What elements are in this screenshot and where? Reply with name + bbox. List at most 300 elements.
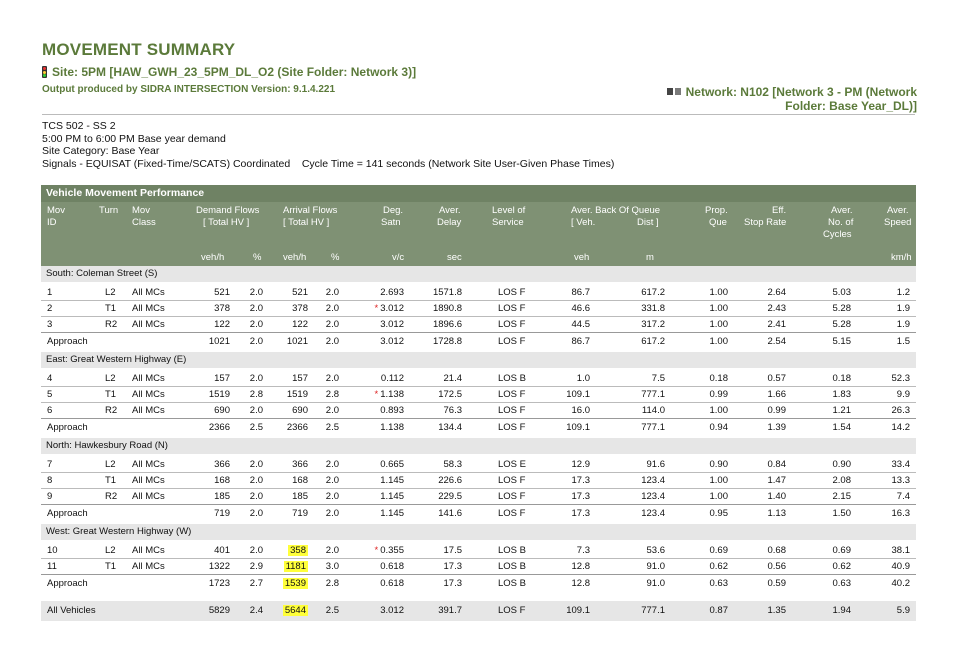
cell-demand-total: 5829 — [208, 605, 230, 616]
cell-speed: 52.3 — [891, 373, 910, 384]
cell-queue-veh: 44.5 — [571, 319, 590, 330]
meta-line: 5:00 PM to 6:00 PM Base year demand — [42, 132, 226, 145]
cell-demand-hv: 2.0 — [249, 287, 263, 298]
cell-cycles: 1.54 — [832, 422, 851, 433]
cell-turn: T1 — [105, 303, 117, 314]
cell-mov-class: All MCs — [132, 373, 165, 384]
cell-stop-rate: 1.13 — [767, 508, 786, 519]
cell-delay: 226.6 — [438, 475, 462, 486]
cell-los: LOS F — [498, 336, 526, 347]
section-header: North: Hawkesbury Road (N) — [41, 438, 916, 454]
cell-demand-total: 157 — [214, 373, 230, 384]
cell-deg-satn: 0.112 — [380, 373, 404, 384]
cell-arrival-total: 168 — [292, 475, 308, 486]
cell-prop-que: 0.99 — [709, 389, 728, 400]
hdr-speed: Speed — [884, 217, 912, 228]
critical-marker: * — [374, 545, 379, 556]
cell-arrival-hv: 2.0 — [325, 303, 339, 314]
cell-cycles: 1.83 — [832, 389, 851, 400]
cell-stop-rate: 0.57 — [767, 373, 786, 384]
cell-arrival-total — [283, 578, 308, 589]
hdr-turn: Turn — [99, 205, 119, 216]
cell-delay: 1890.8 — [432, 303, 462, 314]
cell-queue-dist: 777.1 — [641, 605, 665, 616]
cell-delay: 21.4 — [443, 373, 462, 384]
cell-mov-class: All MCs — [132, 561, 165, 572]
cell-cycles: 0.69 — [832, 545, 851, 556]
cell-arrival-hv: 3.0 — [325, 561, 339, 572]
cell-mov-id: 3 — [47, 319, 53, 330]
cell-delay: 172.5 — [438, 389, 462, 400]
cell-mov-id: 2 — [47, 303, 53, 314]
cell-mov-id: 4 — [47, 373, 53, 384]
cell-mov-class: All MCs — [132, 475, 165, 486]
cell-arrival-total: 719 — [292, 508, 308, 519]
unit-queue-dist: m — [646, 252, 654, 263]
cell-delay: 134.4 — [438, 422, 462, 433]
cell-stop-rate: 0.56 — [767, 561, 786, 572]
cell-queue-dist: 123.4 — [641, 508, 665, 519]
cell-prop-que: 0.87 — [709, 605, 728, 616]
cell-cycles: 1.21 — [832, 405, 851, 416]
cell-turn: L2 — [105, 373, 116, 384]
movement-table — [41, 185, 916, 621]
unit-demand-total: veh/h — [201, 252, 225, 263]
cell-deg-satn: * 0.355 — [374, 545, 404, 556]
cell-stop-rate: 2.54 — [767, 336, 786, 347]
report-title: MOVEMENT SUMMARY — [42, 40, 236, 59]
cell-demand-hv: 2.8 — [249, 389, 263, 400]
cell-delay: 229.5 — [438, 491, 462, 502]
cell-mov-id: 10 — [47, 545, 58, 556]
cell-demand-total: 1723 — [208, 578, 230, 589]
cell-speed: 9.9 — [896, 389, 910, 400]
cell-demand-hv: 2.0 — [249, 303, 263, 314]
cell-los: LOS F — [498, 605, 526, 616]
cell-delay: 141.6 — [438, 508, 462, 519]
cell-mov-id: 9 — [47, 491, 53, 502]
cell-mov-id: 8 — [47, 475, 53, 486]
cell-demand-hv: 2.7 — [249, 578, 263, 589]
table-row — [41, 559, 916, 574]
table-row — [41, 317, 916, 332]
network-line1: Network: N102 [Network 3 - PM (Network — [685, 85, 917, 99]
cell-queue-veh: 109.1 — [566, 422, 590, 433]
cell-speed: 1.5 — [896, 336, 910, 347]
cell-speed: 13.3 — [891, 475, 910, 486]
cell-queue-veh: 12.8 — [571, 561, 590, 572]
cell-los: LOS B — [498, 373, 526, 384]
cell-mov-class: All MCs — [132, 459, 165, 470]
cell-los: LOS F — [498, 389, 526, 400]
meta-line: Signals - EQUISAT (Fixed-Time/SCATS) Coordinated Cycle Time = 141 seconds (Network Site User-Given Phase Times) — [42, 157, 615, 170]
cell-queue-dist: 123.4 — [641, 475, 665, 486]
hdr-eff: Eff. — [772, 205, 787, 216]
cell-demand-hv: 2.9 — [249, 561, 263, 572]
cell-turn: L2 — [105, 545, 116, 556]
cell-queue-dist: 617.2 — [641, 336, 665, 347]
cell-queue-dist: 777.1 — [641, 422, 665, 433]
cell-turn: T1 — [105, 475, 117, 486]
table-row — [41, 301, 916, 317]
cell-demand-total: 122 — [214, 319, 230, 330]
cell-turn: R2 — [105, 405, 118, 416]
cell-los: LOS F — [498, 319, 526, 330]
cell-prop-que: 0.90 — [709, 459, 728, 470]
cell-arrival-hv: 2.0 — [325, 491, 339, 502]
network-line2: Folder: Base Year_DL)] — [785, 99, 917, 113]
cell-cycles: 5.28 — [832, 303, 851, 314]
site-label: Site: 5PM [HAW_GWH_23_5PM_DL_O2 (Site Folder: Network 3)] — [52, 65, 417, 79]
cell-demand-hv: 2.0 — [249, 405, 263, 416]
cell-delay: 17.3 — [443, 561, 462, 572]
highlighted-value: 1181 — [285, 561, 306, 572]
cell-deg-satn: 1.145 — [380, 491, 404, 502]
cell-prop-que: 0.94 — [709, 422, 728, 433]
section-header: East: Great Western Highway (E) — [41, 352, 916, 368]
cell-arrival-total: 157 — [292, 373, 308, 384]
unit-queue-veh: veh — [574, 252, 590, 263]
cell-arrival-hv: 2.0 — [325, 287, 339, 298]
cell-arrival-hv: 2.0 — [325, 475, 339, 486]
cell-queue-veh: 109.1 — [566, 389, 590, 400]
hdr-queue: Aver. Back Of Queue — [571, 205, 661, 216]
cell-prop-que: 1.00 — [709, 491, 728, 502]
cell-stop-rate: 0.59 — [767, 578, 786, 589]
cell-delay: 391.7 — [438, 605, 462, 616]
hdr-arrival-sub: [ Total HV ] — [283, 217, 330, 228]
cell-speed: 14.2 — [891, 422, 910, 433]
cell-arrival-hv: 2.0 — [325, 373, 339, 384]
cell-arrival-total: 1519 — [286, 389, 308, 400]
cell-prop-que: 0.95 — [709, 508, 728, 519]
cell-prop-que: 1.00 — [709, 475, 728, 486]
cell-arrival-total: 366 — [292, 459, 308, 470]
cell-mov-id: 7 — [47, 459, 53, 470]
cell-mov-class: All MCs — [132, 405, 165, 416]
cell-stop-rate: 1.35 — [767, 605, 786, 616]
cell-deg-satn: * 1.138 — [374, 389, 404, 400]
cell-demand-total: 1519 — [208, 389, 230, 400]
cell-cycles: 5.03 — [832, 287, 851, 298]
unit-speed: km/h — [891, 252, 912, 263]
cell-deg-satn: 1.145 — [380, 475, 404, 486]
hdr-delay: Delay — [437, 217, 462, 228]
cell-mov-class: All MCs — [132, 389, 165, 400]
cell-cycles: 0.18 — [832, 373, 851, 384]
unit-demand-hv: % — [253, 252, 262, 263]
hdr-demand-sub: [ Total HV ] — [203, 217, 250, 228]
cell-speed: 1.2 — [896, 287, 910, 298]
hdr-satn: Satn — [381, 217, 401, 228]
cell-stop-rate: 2.43 — [767, 303, 786, 314]
cell-arrival-total: 378 — [292, 303, 308, 314]
cell-cycles: 0.63 — [832, 578, 851, 589]
cell-demand-hv: 2.0 — [249, 459, 263, 470]
cell-arrival-total — [284, 561, 308, 572]
table-row — [41, 285, 916, 301]
highlighted-value: 358 — [290, 545, 306, 556]
hdr-class: Class — [132, 217, 156, 228]
hdr-queue-veh: [ Veh. — [571, 217, 596, 228]
table-body — [41, 266, 916, 621]
cell-arrival-total: 2366 — [286, 422, 308, 433]
cell-arrival-total — [283, 605, 308, 616]
cell-stop-rate: 2.41 — [767, 319, 786, 330]
cell-queue-veh: 12.8 — [571, 578, 590, 589]
hdr-service: Service — [492, 217, 524, 228]
cell-deg-satn: * 3.012 — [374, 303, 404, 314]
cell-queue-veh: 46.6 — [571, 303, 590, 314]
cell-demand-hv: 2.0 — [249, 373, 263, 384]
cell-prop-que: 0.69 — [709, 545, 728, 556]
hdr-que: Que — [709, 217, 727, 228]
critical-marker: * — [374, 303, 379, 314]
cell-deg-satn: 3.012 — [380, 605, 404, 616]
cell-los: LOS F — [498, 303, 526, 314]
cell-queue-dist: 317.2 — [641, 319, 665, 330]
cell-los: LOS F — [498, 287, 526, 298]
cell-queue-veh: 109.1 — [566, 605, 590, 616]
cell-mov-id: 5 — [47, 389, 53, 400]
cell-delay: 1896.6 — [432, 319, 462, 330]
cell-prop-que: 1.00 — [709, 336, 728, 347]
cell-delay: 1571.8 — [432, 287, 462, 298]
critical-marker: * — [374, 389, 379, 400]
cell-arrival-total: 521 — [292, 287, 308, 298]
table-row — [41, 371, 916, 387]
cell-queue-dist: 123.4 — [641, 491, 665, 502]
cell-stop-rate: 1.47 — [767, 475, 786, 486]
cell-demand-total: 521 — [214, 287, 230, 298]
cell-arrival-total — [288, 545, 308, 556]
hdr-los: Level of — [492, 205, 526, 216]
cell-arrival-hv: 2.8 — [325, 389, 339, 400]
cell-turn: R2 — [105, 491, 118, 502]
cell-mov-id: Approach — [47, 578, 88, 589]
cell-deg-satn: 1.145 — [380, 508, 404, 519]
table-row — [41, 457, 916, 473]
cell-turn: T1 — [105, 561, 117, 572]
cell-stop-rate: 0.68 — [767, 545, 786, 556]
cell-los: LOS B — [498, 561, 526, 572]
cell-demand-total: 185 — [214, 491, 230, 502]
approach-row — [41, 418, 916, 437]
cell-los: LOS F — [498, 422, 526, 433]
cell-demand-hv: 2.0 — [249, 336, 263, 347]
cell-queue-dist: 53.6 — [646, 545, 665, 556]
unit-satn: v/c — [392, 252, 405, 263]
cell-cycles: 5.28 — [832, 319, 851, 330]
cell-los: LOS F — [498, 508, 526, 519]
hdr-id: ID — [47, 217, 57, 228]
unit-arrival-total: veh/h — [283, 252, 307, 263]
cell-arrival-hv: 2.5 — [325, 422, 339, 433]
cell-mov-class: All MCs — [132, 545, 165, 556]
cell-deg-satn: 0.618 — [380, 561, 404, 572]
hdr-deg: Deg. — [383, 205, 404, 216]
cell-los: LOS E — [498, 459, 526, 470]
cell-mov-id: 11 — [47, 561, 57, 572]
cell-los: LOS F — [498, 491, 526, 502]
cell-arrival-total: 690 — [292, 405, 308, 416]
meta-line: TCS 502 - SS 2 — [42, 120, 116, 132]
cell-queue-dist: 331.8 — [641, 303, 665, 314]
hdr-queue-dist: Dist ] — [637, 217, 659, 228]
cell-demand-hv: 2.0 — [249, 475, 263, 486]
table-row — [41, 403, 916, 418]
cell-cycles: 2.15 — [832, 491, 851, 502]
cell-queue-veh: 17.3 — [571, 491, 590, 502]
cell-queue-dist: 91.6 — [646, 459, 665, 470]
cell-demand-total: 1322 — [208, 561, 230, 572]
cell-los: LOS F — [498, 405, 526, 416]
cell-queue-dist: 91.0 — [646, 578, 665, 589]
cell-queue-veh: 86.7 — [571, 336, 590, 347]
cell-stop-rate: 1.39 — [767, 422, 786, 433]
unit-arrival-hv: % — [331, 252, 340, 263]
cell-speed: 38.1 — [891, 545, 910, 556]
cell-mov-id: 1 — [47, 287, 53, 298]
cell-stop-rate: 0.99 — [767, 405, 786, 416]
hdr-mov2: Mov — [132, 205, 150, 216]
cell-cycles: 0.62 — [832, 561, 851, 572]
cell-prop-que: 1.00 — [709, 287, 728, 298]
cell-prop-que: 1.00 — [709, 319, 728, 330]
cell-turn: T1 — [105, 389, 117, 400]
cell-stop-rate: 0.84 — [767, 459, 786, 470]
hdr-demand: Demand Flows — [196, 205, 260, 216]
cell-mov-class: All MCs — [132, 287, 165, 298]
cell-deg-satn: 2.693 — [380, 287, 404, 298]
cell-speed: 7.4 — [896, 491, 910, 502]
cell-arrival-hv: 2.0 — [325, 508, 339, 519]
cell-demand-total: 366 — [214, 459, 230, 470]
cell-queue-dist: 777.1 — [641, 389, 665, 400]
approach-row — [41, 574, 916, 593]
cell-deg-satn: 0.618 — [380, 578, 404, 589]
cell-speed: 5.9 — [896, 605, 910, 616]
hdr-stoprate: Stop Rate — [744, 217, 787, 228]
cell-demand-hv: 2.0 — [249, 545, 263, 556]
cell-delay: 17.3 — [443, 578, 462, 589]
cell-arrival-hv: 2.0 — [325, 336, 339, 347]
hdr-cycles-aver: Aver. — [831, 205, 853, 216]
produced-by: Output produced by SIDRA INTERSECTION Version: 9.1.4.221 — [42, 84, 336, 95]
cell-deg-satn: 0.893 — [380, 405, 404, 416]
divider — [42, 114, 915, 115]
cell-queue-veh: 17.3 — [571, 508, 590, 519]
cell-turn: L2 — [105, 459, 116, 470]
cell-arrival-hv: 2.0 — [325, 545, 339, 556]
cell-los: LOS B — [498, 545, 526, 556]
cell-demand-hv: 2.0 — [249, 319, 263, 330]
section-header: South: Coleman Street (S) — [41, 266, 916, 282]
cell-arrival-total: 122 — [292, 319, 308, 330]
cell-los: LOS F — [498, 475, 526, 486]
hdr-arrival: Arrival Flows — [283, 205, 338, 216]
hdr-prop: Prop. — [705, 205, 728, 216]
network-icon — [667, 88, 681, 95]
table-row — [41, 489, 916, 504]
cell-prop-que: 1.00 — [709, 303, 728, 314]
cell-cycles: 1.94 — [832, 605, 851, 616]
cell-demand-hv: 2.0 — [249, 508, 263, 519]
hdr-speed-aver: Aver. — [887, 205, 909, 216]
cell-deg-satn: 1.138 — [380, 422, 404, 433]
cell-queue-veh: 1.0 — [576, 373, 590, 384]
cell-arrival-hv: 2.5 — [325, 605, 339, 616]
cell-demand-total: 378 — [214, 303, 230, 314]
cell-cycles: 1.50 — [832, 508, 851, 519]
table-row — [41, 473, 916, 489]
section-header: West: Great Western Highway (W) — [41, 524, 916, 540]
hdr-mov: Mov — [47, 205, 65, 216]
cell-turn: R2 — [105, 319, 118, 330]
cell-demand-total: 719 — [214, 508, 230, 519]
cell-demand-total: 690 — [214, 405, 230, 416]
network-label — [667, 85, 917, 113]
cell-delay: 1728.8 — [432, 336, 462, 347]
cell-queue-dist: 114.0 — [641, 405, 665, 416]
cell-speed: 33.4 — [891, 459, 910, 470]
cell-arrival-total: 185 — [292, 491, 308, 502]
hdr-cycles-no: No. of — [828, 217, 854, 228]
meta-line: Site Category: Base Year — [42, 145, 160, 157]
meta-block — [42, 120, 614, 170]
cell-delay: 58.3 — [443, 459, 462, 470]
cell-prop-que: 0.62 — [709, 561, 728, 572]
highlighted-value: 5644 — [284, 605, 306, 616]
cell-demand-total: 401 — [214, 545, 230, 556]
approach-row — [41, 332, 916, 351]
cell-arrival-hv: 2.0 — [325, 319, 339, 330]
cell-arrival-hv: 2.0 — [325, 405, 339, 416]
cell-stop-rate: 1.40 — [767, 491, 786, 502]
cell-cycles: 0.90 — [832, 459, 851, 470]
cell-speed: 26.3 — [891, 405, 910, 416]
cell-queue-dist: 7.5 — [651, 373, 665, 384]
table-row — [41, 387, 916, 403]
cell-speed: 16.3 — [891, 508, 910, 519]
cell-demand-hv: 2.5 — [249, 422, 263, 433]
cell-queue-veh: 7.3 — [576, 545, 590, 556]
cell-demand-total: 1021 — [208, 336, 230, 347]
cell-deg-satn: 0.665 — [380, 459, 404, 470]
cell-queue-veh: 12.9 — [571, 459, 590, 470]
cell-delay: 17.5 — [443, 545, 462, 556]
cell-speed: 1.9 — [896, 319, 910, 330]
cell-mov-id: 6 — [47, 405, 53, 416]
table-row — [41, 543, 916, 559]
cell-mov-id: Approach — [47, 508, 88, 519]
cell-prop-que: 1.00 — [709, 405, 728, 416]
table-header — [41, 202, 916, 266]
cell-demand-hv: 2.0 — [249, 491, 263, 502]
cell-speed: 40.9 — [891, 561, 910, 572]
cell-delay: 76.3 — [443, 405, 462, 416]
highlighted-value: 1539 — [284, 578, 306, 589]
cell-mov-id: Approach — [47, 422, 88, 433]
cell-mov-id: All Vehicles — [47, 605, 96, 616]
cell-queue-veh: 86.7 — [571, 287, 590, 298]
cell-los: LOS B — [498, 578, 526, 589]
cell-stop-rate: 1.66 — [767, 389, 786, 400]
all-vehicles-row — [41, 601, 916, 621]
cell-deg-satn: 3.012 — [380, 319, 404, 330]
cell-mov-class: All MCs — [132, 319, 165, 330]
cell-arrival-hv: 2.8 — [325, 578, 339, 589]
